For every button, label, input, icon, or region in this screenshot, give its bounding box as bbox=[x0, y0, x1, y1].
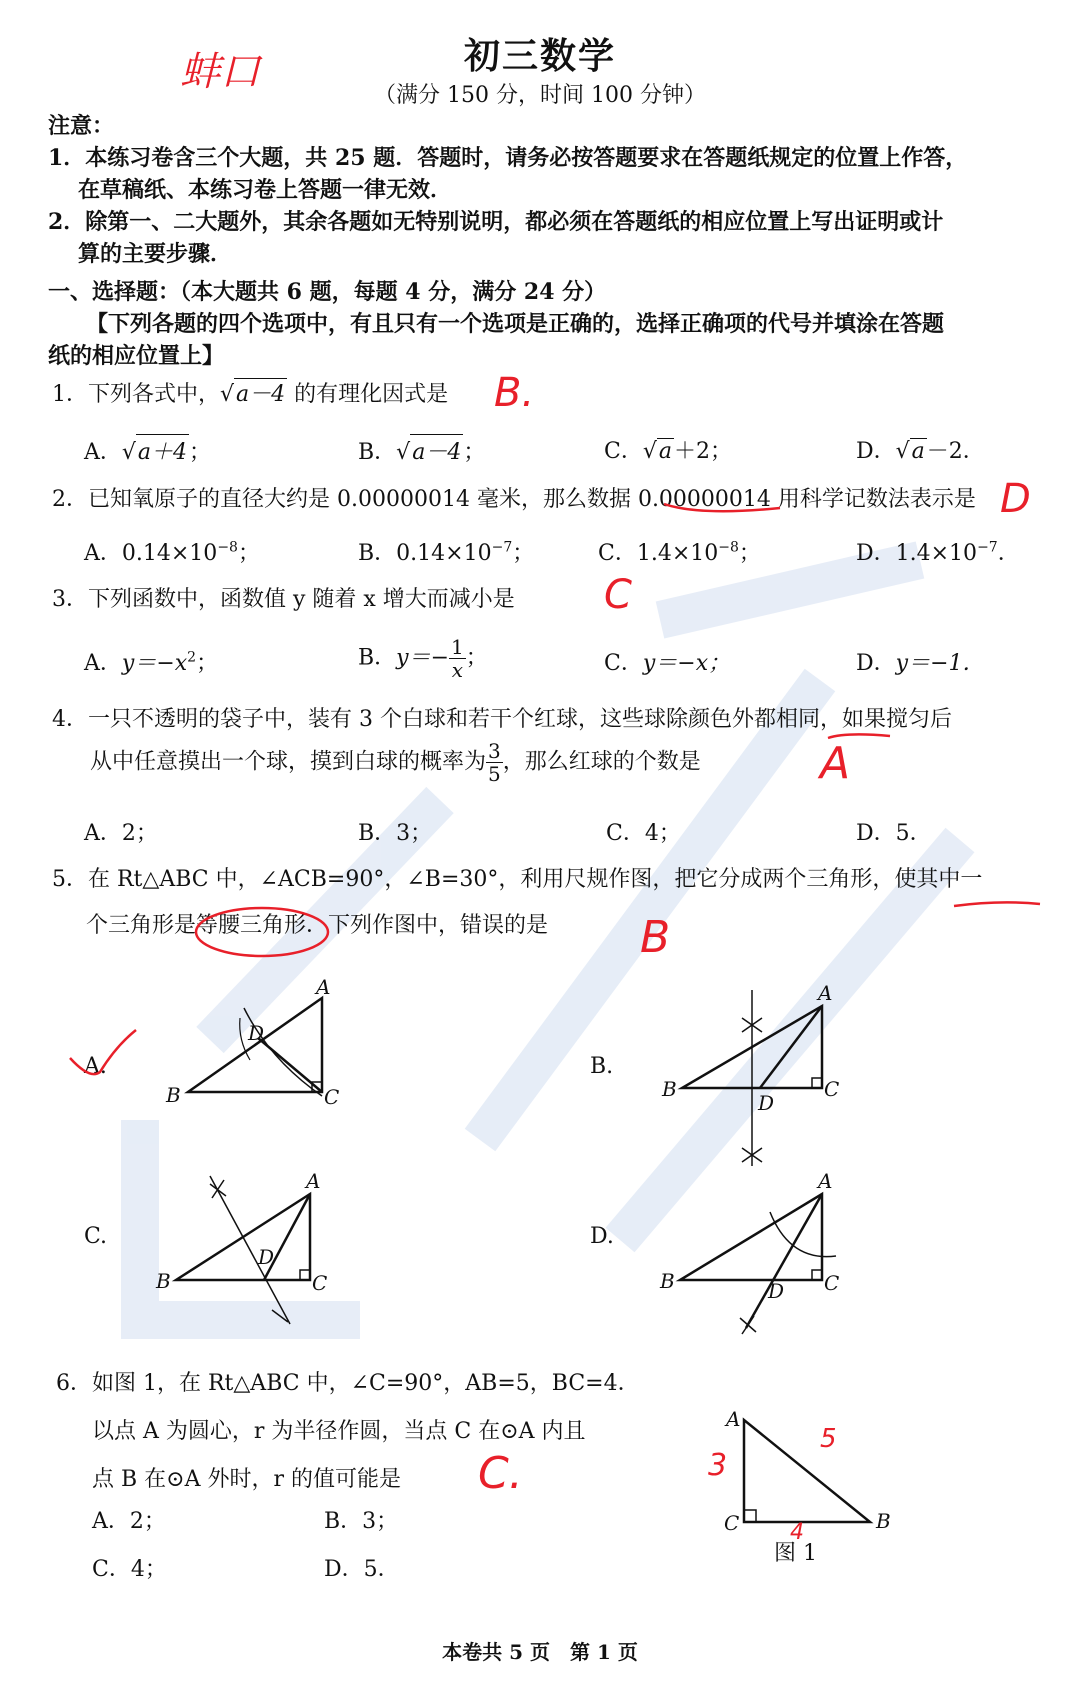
q1-option-a: A．√a＋4； bbox=[84, 434, 211, 466]
q2-option-a: A．$0.14\times 10^{-8}$； bbox=[84, 539, 260, 566]
q1-option-b: B．√a－4； bbox=[358, 434, 485, 466]
question-4: 4．一只不透明的袋子中，装有 3 个白球和若干个红球，这些球除颜色外都相同，如果搅匀后 bbox=[52, 707, 952, 732]
question-6: 6．如图 1，在 Rt△ABC 中，∠C=90°，AB=5，BC=4． 以点 A 为圆心，r 为半径作圆，当点 C 在⊙A 内且 点 B 在⊙A 外时，r 的值可能是 bbox=[56, 1371, 640, 1492]
fig-b-point-a: A bbox=[818, 981, 833, 1005]
fig-b-point-b: B bbox=[662, 1077, 677, 1101]
handwritten-bc: 4 bbox=[790, 1520, 804, 1545]
q4-option-c: C．4； bbox=[606, 821, 681, 846]
notice-heading: 注意： bbox=[48, 113, 115, 139]
page-subtitle: （满分 150 分，时间 100 分钟） bbox=[374, 83, 706, 108]
q3-option-c: C．y＝−x； bbox=[604, 651, 731, 676]
notice-item: 算的主要步骤． bbox=[78, 241, 233, 267]
figure-label-b: B. bbox=[590, 1054, 614, 1079]
handwritten-ab: 5 bbox=[820, 1424, 837, 1454]
fig-b-point-d: D bbox=[758, 1091, 775, 1115]
q3-option-b: B．y＝− $\frac{1}{x}$ ； bbox=[358, 635, 488, 682]
q3-option-a: A．$y=-x^2$； bbox=[84, 649, 219, 676]
fig-c-point-b: B bbox=[156, 1269, 171, 1293]
figure-1-triangle bbox=[744, 1420, 870, 1522]
fig-b-point-c: C bbox=[824, 1077, 840, 1101]
notice-item: 1．本练习卷含三个大题，共 25 题．答题时，请务必按答题要求在答题纸规定的位置上作答， bbox=[48, 145, 968, 171]
q2-option-b: B．$0.14\times 10^{-7}$； bbox=[358, 539, 535, 566]
fig-a-point-a: A bbox=[316, 975, 331, 999]
section-title: 一、选择题：（本大题共 6 题，每题 4 分，满分 24 分） 【下列各题的四个选项中，有且只有一个选项是正确的，选择正确项的代号并填涂在答题 纸的相应位置上】 bbox=[48, 279, 945, 369]
fig-d-point-c: C bbox=[824, 1271, 840, 1295]
q1-option-c: C．√a＋2； bbox=[604, 439, 732, 464]
fig-d-point-d: D bbox=[768, 1279, 785, 1303]
q2-option-d: D．$1.4\times 10^{-7}$． bbox=[856, 539, 1020, 566]
fig-d-point-b: B bbox=[660, 1269, 675, 1293]
fig1-point-c: C bbox=[724, 1511, 740, 1535]
q6-option-b: B．3； bbox=[324, 1509, 399, 1534]
answer-mark: C. bbox=[478, 1448, 523, 1499]
q2-option-c: C．$1.4\times 10^{-8}$； bbox=[598, 539, 761, 566]
answer-mark: C bbox=[604, 572, 632, 618]
fig-d-point-a: A bbox=[818, 1169, 833, 1193]
notice-item: 在草稿纸、本练习卷上答题一律无效． bbox=[78, 177, 453, 203]
q6-option-d: D．5． bbox=[324, 1557, 400, 1582]
question-4-line2: 从中任意摸出一个球，摸到白球的概率为 $\frac{3}{5}$ ，那么红球的个数是 bbox=[90, 739, 701, 786]
q4-option-d: D．5． bbox=[856, 821, 932, 846]
q4-option-a: A．2； bbox=[84, 821, 158, 846]
handwritten-note: 蚌口 bbox=[180, 49, 260, 95]
question-2: 2．已知氧原子的直径大约是 0.00000014 毫米，那么数据 0.00000014 用科学记数法表示是 bbox=[52, 487, 976, 512]
answer-mark: A bbox=[820, 738, 851, 789]
q1-option-d: D．√a－2． bbox=[856, 439, 985, 464]
fig-a-point-d: D bbox=[248, 1021, 265, 1045]
fig-a-point-b: B bbox=[166, 1083, 181, 1107]
page-footer: 本卷共 5 页 第 1 页 bbox=[442, 1640, 638, 1664]
answer-mark: B bbox=[640, 912, 671, 963]
q3-option-d: D．y＝−1． bbox=[856, 651, 985, 676]
q4-option-b: B．3； bbox=[358, 821, 433, 846]
notice-item: 2．除第一、二大题外，其余各题如无特别说明，都必须在答题纸的相应位置上写出证明或计 bbox=[48, 209, 944, 235]
question-5: 5．在 Rt△ABC 中，∠ACB=90°，∠B=30°，利用尺规作图，把它分成两个三角形，使其中一 个三角形是等腰三角形．下列作图中，错误的是 bbox=[52, 867, 983, 938]
figure-label-c: C. bbox=[84, 1224, 108, 1249]
figure-d-triangle bbox=[680, 1194, 822, 1280]
q6-option-a: A．2； bbox=[92, 1509, 166, 1534]
figure-1-caption: 图 1 bbox=[774, 1541, 817, 1566]
fig-c-point-d: D bbox=[258, 1245, 275, 1269]
fig-a-point-c: C bbox=[324, 1085, 340, 1109]
handwritten-ac: 3 bbox=[708, 1448, 728, 1483]
fig-c-point-c: C bbox=[312, 1271, 328, 1295]
fig-c-point-a: A bbox=[306, 1169, 321, 1193]
question-3: 3．下列函数中，函数值 y 随着 x 增大而减小是 bbox=[52, 587, 515, 612]
fig1-point-a: A bbox=[726, 1407, 741, 1431]
page-title: 初三数学 bbox=[463, 35, 616, 77]
fig1-point-b: B bbox=[876, 1509, 891, 1533]
question-1: 1．下列各式中，√a－4 的有理化因式是 bbox=[52, 378, 1042, 411]
figure-label-a: A. bbox=[84, 1054, 107, 1079]
figure-label-d: D. bbox=[590, 1224, 614, 1249]
answer-mark: D bbox=[1000, 476, 1031, 522]
answer-mark: B. bbox=[494, 370, 535, 416]
figure-a-triangle bbox=[188, 998, 322, 1092]
q6-option-c: C．4； bbox=[92, 1557, 167, 1582]
